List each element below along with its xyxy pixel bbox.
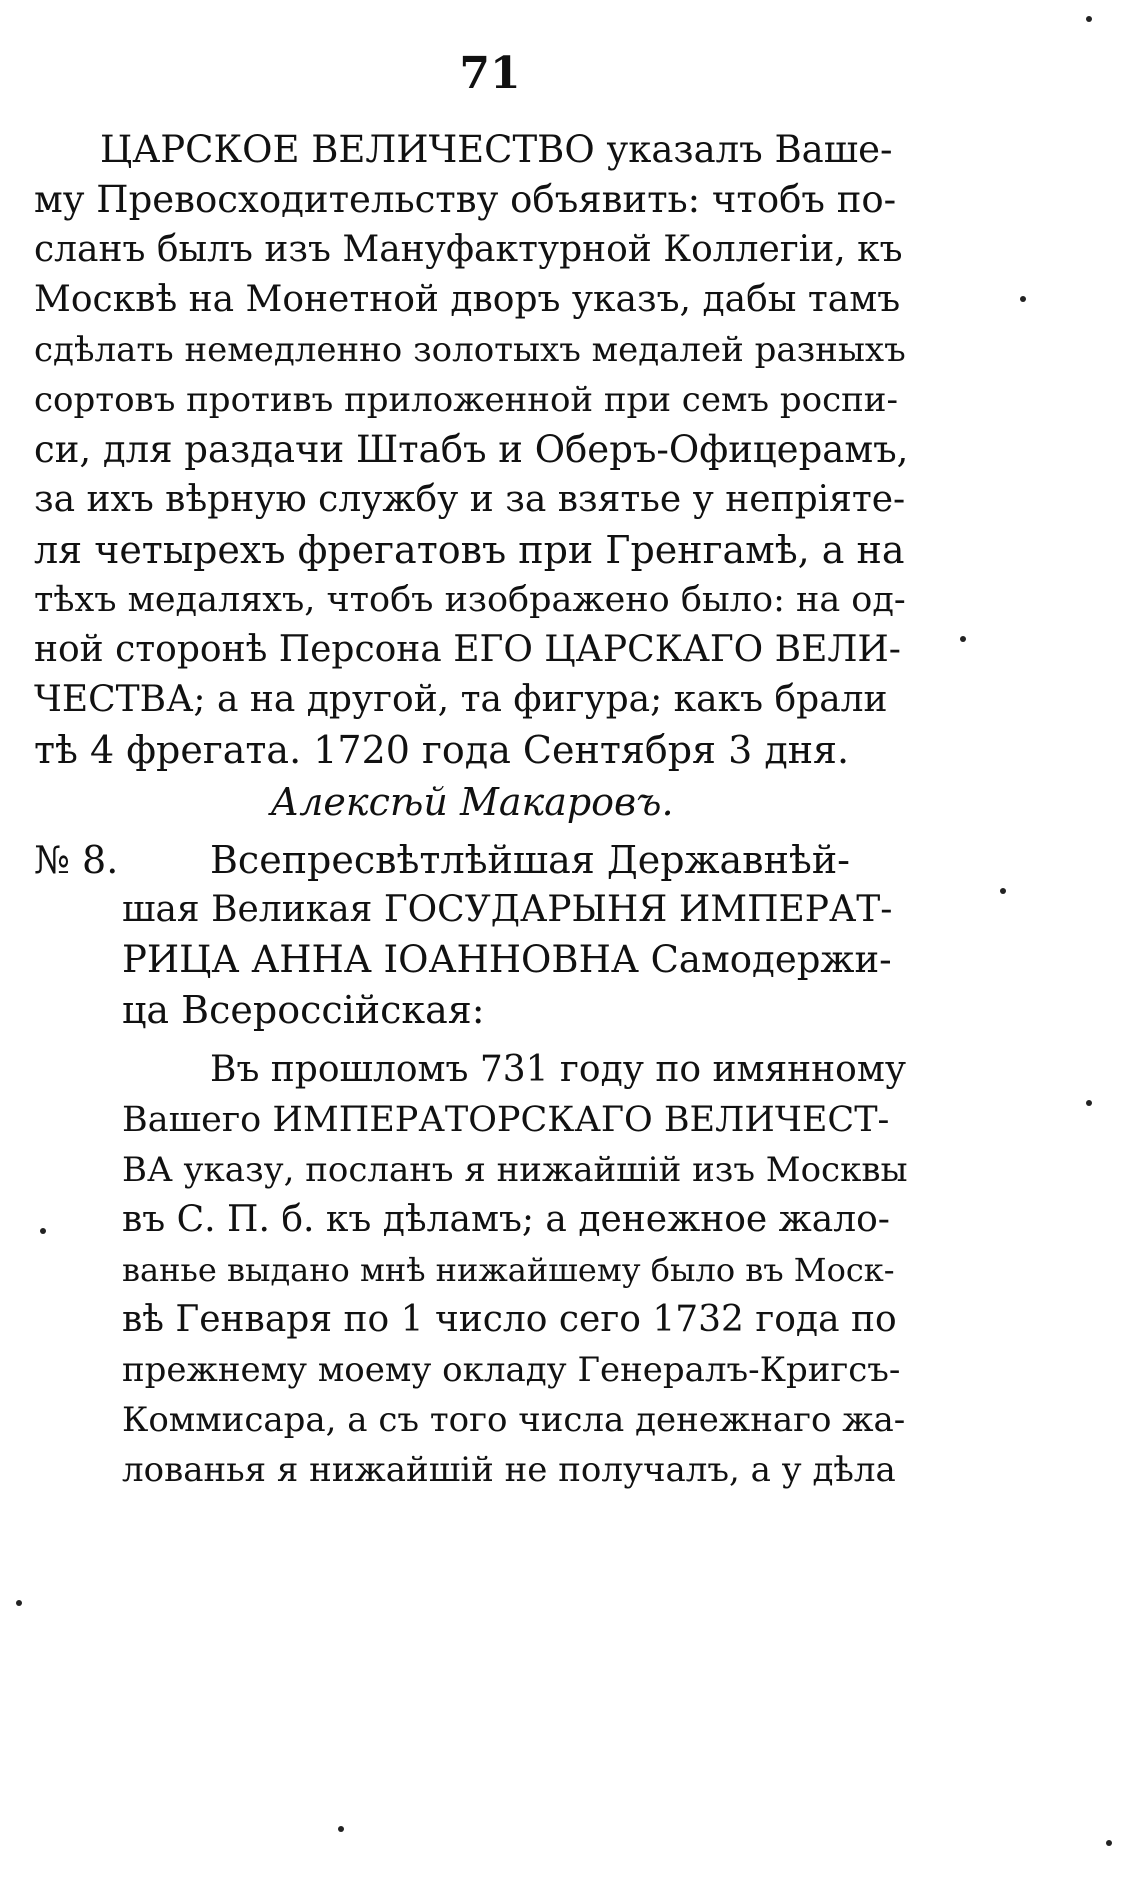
text-line: Въ прошломъ 731 году по имянному	[210, 1049, 907, 1090]
text-line: лованья я нижайшiй не получалъ, а у дѣла	[122, 1450, 896, 1490]
scan-speck	[960, 636, 966, 642]
text-line: за ихъ вѣрную службу и за взятье у непрiяте-	[34, 479, 906, 520]
heading-line: РИЦА АННА IОАННОВНА Самодержи-	[122, 938, 892, 981]
scan-speck	[1086, 1100, 1092, 1106]
text-line: сланъ былъ изъ Мануфактурной Коллегiи, къ	[34, 229, 903, 270]
text-line: тѣ 4 фрегата. 1720 года Сентября 3 дня.	[34, 728, 850, 772]
scan-speck	[1020, 296, 1026, 302]
scan-speck	[1000, 888, 1006, 894]
text-line: ВА указу, посланъ я нижайшiй изъ Москвы	[122, 1150, 908, 1190]
signature: Алексѣй Макаровъ.	[270, 780, 674, 824]
text-line: въ С. П. б. къ дѣламъ; а денежное жало-	[122, 1199, 890, 1240]
scan-speck	[1086, 16, 1092, 22]
text-line: си, для раздачи Штабъ и Оберъ-Офицерамъ,	[34, 428, 909, 471]
scan-speck	[1106, 1840, 1112, 1846]
text-line: ЧЕСТВА; а на другой, та фигура; какъ брали	[34, 679, 888, 720]
document-number: № 8.	[34, 838, 119, 882]
text-line: ля четырехъ фрегатовъ при Гренгамѣ, а на	[34, 528, 905, 572]
text-line: Москвѣ на Монетной дворъ указъ, дабы тамъ	[34, 279, 901, 320]
text-line: прежнему моему окладу Генералъ-Кригсъ-	[122, 1350, 901, 1390]
heading-line: ца Всероссiйская:	[122, 988, 485, 1032]
scan-speck	[16, 1600, 22, 1606]
text-line: Коммисара, а съ того числа денежнаго жа-	[122, 1400, 906, 1440]
text-line: ванье выдано мнѣ нижайшему было въ Моск-	[122, 1251, 895, 1289]
text-line: ной сторонѣ Персона ЕГО ЦАРСКАГО ВЕЛИ-	[34, 629, 901, 670]
page-number: 71	[459, 48, 521, 99]
scan-speck	[338, 1826, 344, 1832]
text-line: му Превосходительству объявить: чтобъ по-	[34, 178, 897, 221]
heading-line: Всепресвѣтлѣйшая Державнѣй-	[210, 838, 850, 882]
text-line: сдѣлать немедленно золотыхъ медалей разныхъ	[34, 330, 906, 370]
heading-line: шая Великая ГОСУДАРЫНЯ ИМПЕРАТ-	[122, 889, 893, 930]
text-line: вѣ Генваря по 1 число сего 1732 года по	[122, 1299, 897, 1340]
text-line: ЦАРСКОЕ ВЕЛИЧЕСТВО указалъ Вашe-	[100, 128, 893, 171]
scan-speck	[40, 1228, 46, 1234]
text-line: тѣхъ медаляхъ, чтобъ изображено было: на од-	[34, 580, 906, 620]
text-line: сортовъ противъ приложенной при семъ роспи-	[34, 380, 898, 420]
text-line: Вашего ИМПЕРАТОРСКАГО ВЕЛИЧЕСТ-	[122, 1100, 890, 1140]
